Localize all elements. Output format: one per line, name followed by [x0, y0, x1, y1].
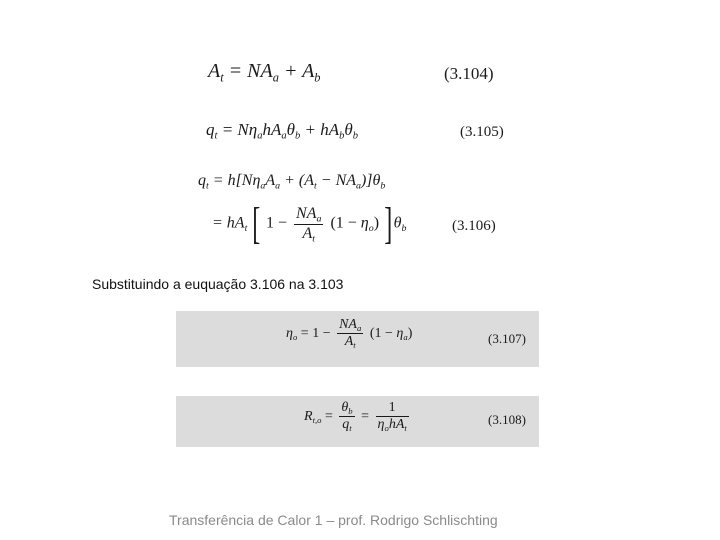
equation-3-104: $A_t = NA_a + A_b$ [208, 60, 321, 85]
equation-number-3-107: (3.107) [488, 331, 526, 346]
equation-3-108: $R_{t,o}$ = $\frac{\theta_b}{q_t}$ = $\frac{1}{\eta_ohA_t}$ [304, 400, 407, 434]
equation-box-3-107 [176, 311, 539, 367]
fraction-theta-over-q: $\frac{\theta_b}{q_t}$ [341, 400, 353, 434]
caption-text: Substituindo a euquação 3.106 na 3.103 [92, 276, 344, 292]
equation-number-3-104: (3.104) [444, 64, 494, 83]
fraction-naa-over-at: $\frac{NA_a}{A_t}$ [296, 205, 322, 244]
footer-text: Transferência de Calor 1 – prof. Rodrigo Schlischting [169, 512, 498, 528]
equation-number-3-108: (3.108) [488, 412, 526, 427]
equation-3-107: $\eta_o = 1$ − $\frac{NA_a}{A_t}$ $(1 - \eta_a)$ [286, 317, 413, 351]
fraction-one-over-etahat: $\frac{1}{\eta_ohA_t}$ [377, 400, 407, 434]
right-bracket: ] [384, 199, 393, 248]
equation-3-106-line-1: $q_t = h[N\eta_aA_a + (A_t - NA_a)]\theta_b$ [198, 172, 386, 192]
equation-3-106-line-2: = $hA_t$ [ 1 − $\frac{NA_a}{A_t}$ $(1 - \eta_o)$ ]$\theta_b$ [212, 199, 407, 248]
fraction-naa-over-at-2: $\frac{NA_a}{A_t}$ [339, 317, 362, 351]
left-bracket: [ [252, 199, 261, 248]
equation-number-3-105: (3.105) [460, 124, 504, 140]
equation-box-3-108 [176, 396, 539, 447]
equation-3-105: $q_t = N\eta_ahA_a\theta_b + hA_b\theta_b$ [206, 120, 358, 142]
equation-number-3-106: (3.106) [452, 218, 496, 234]
